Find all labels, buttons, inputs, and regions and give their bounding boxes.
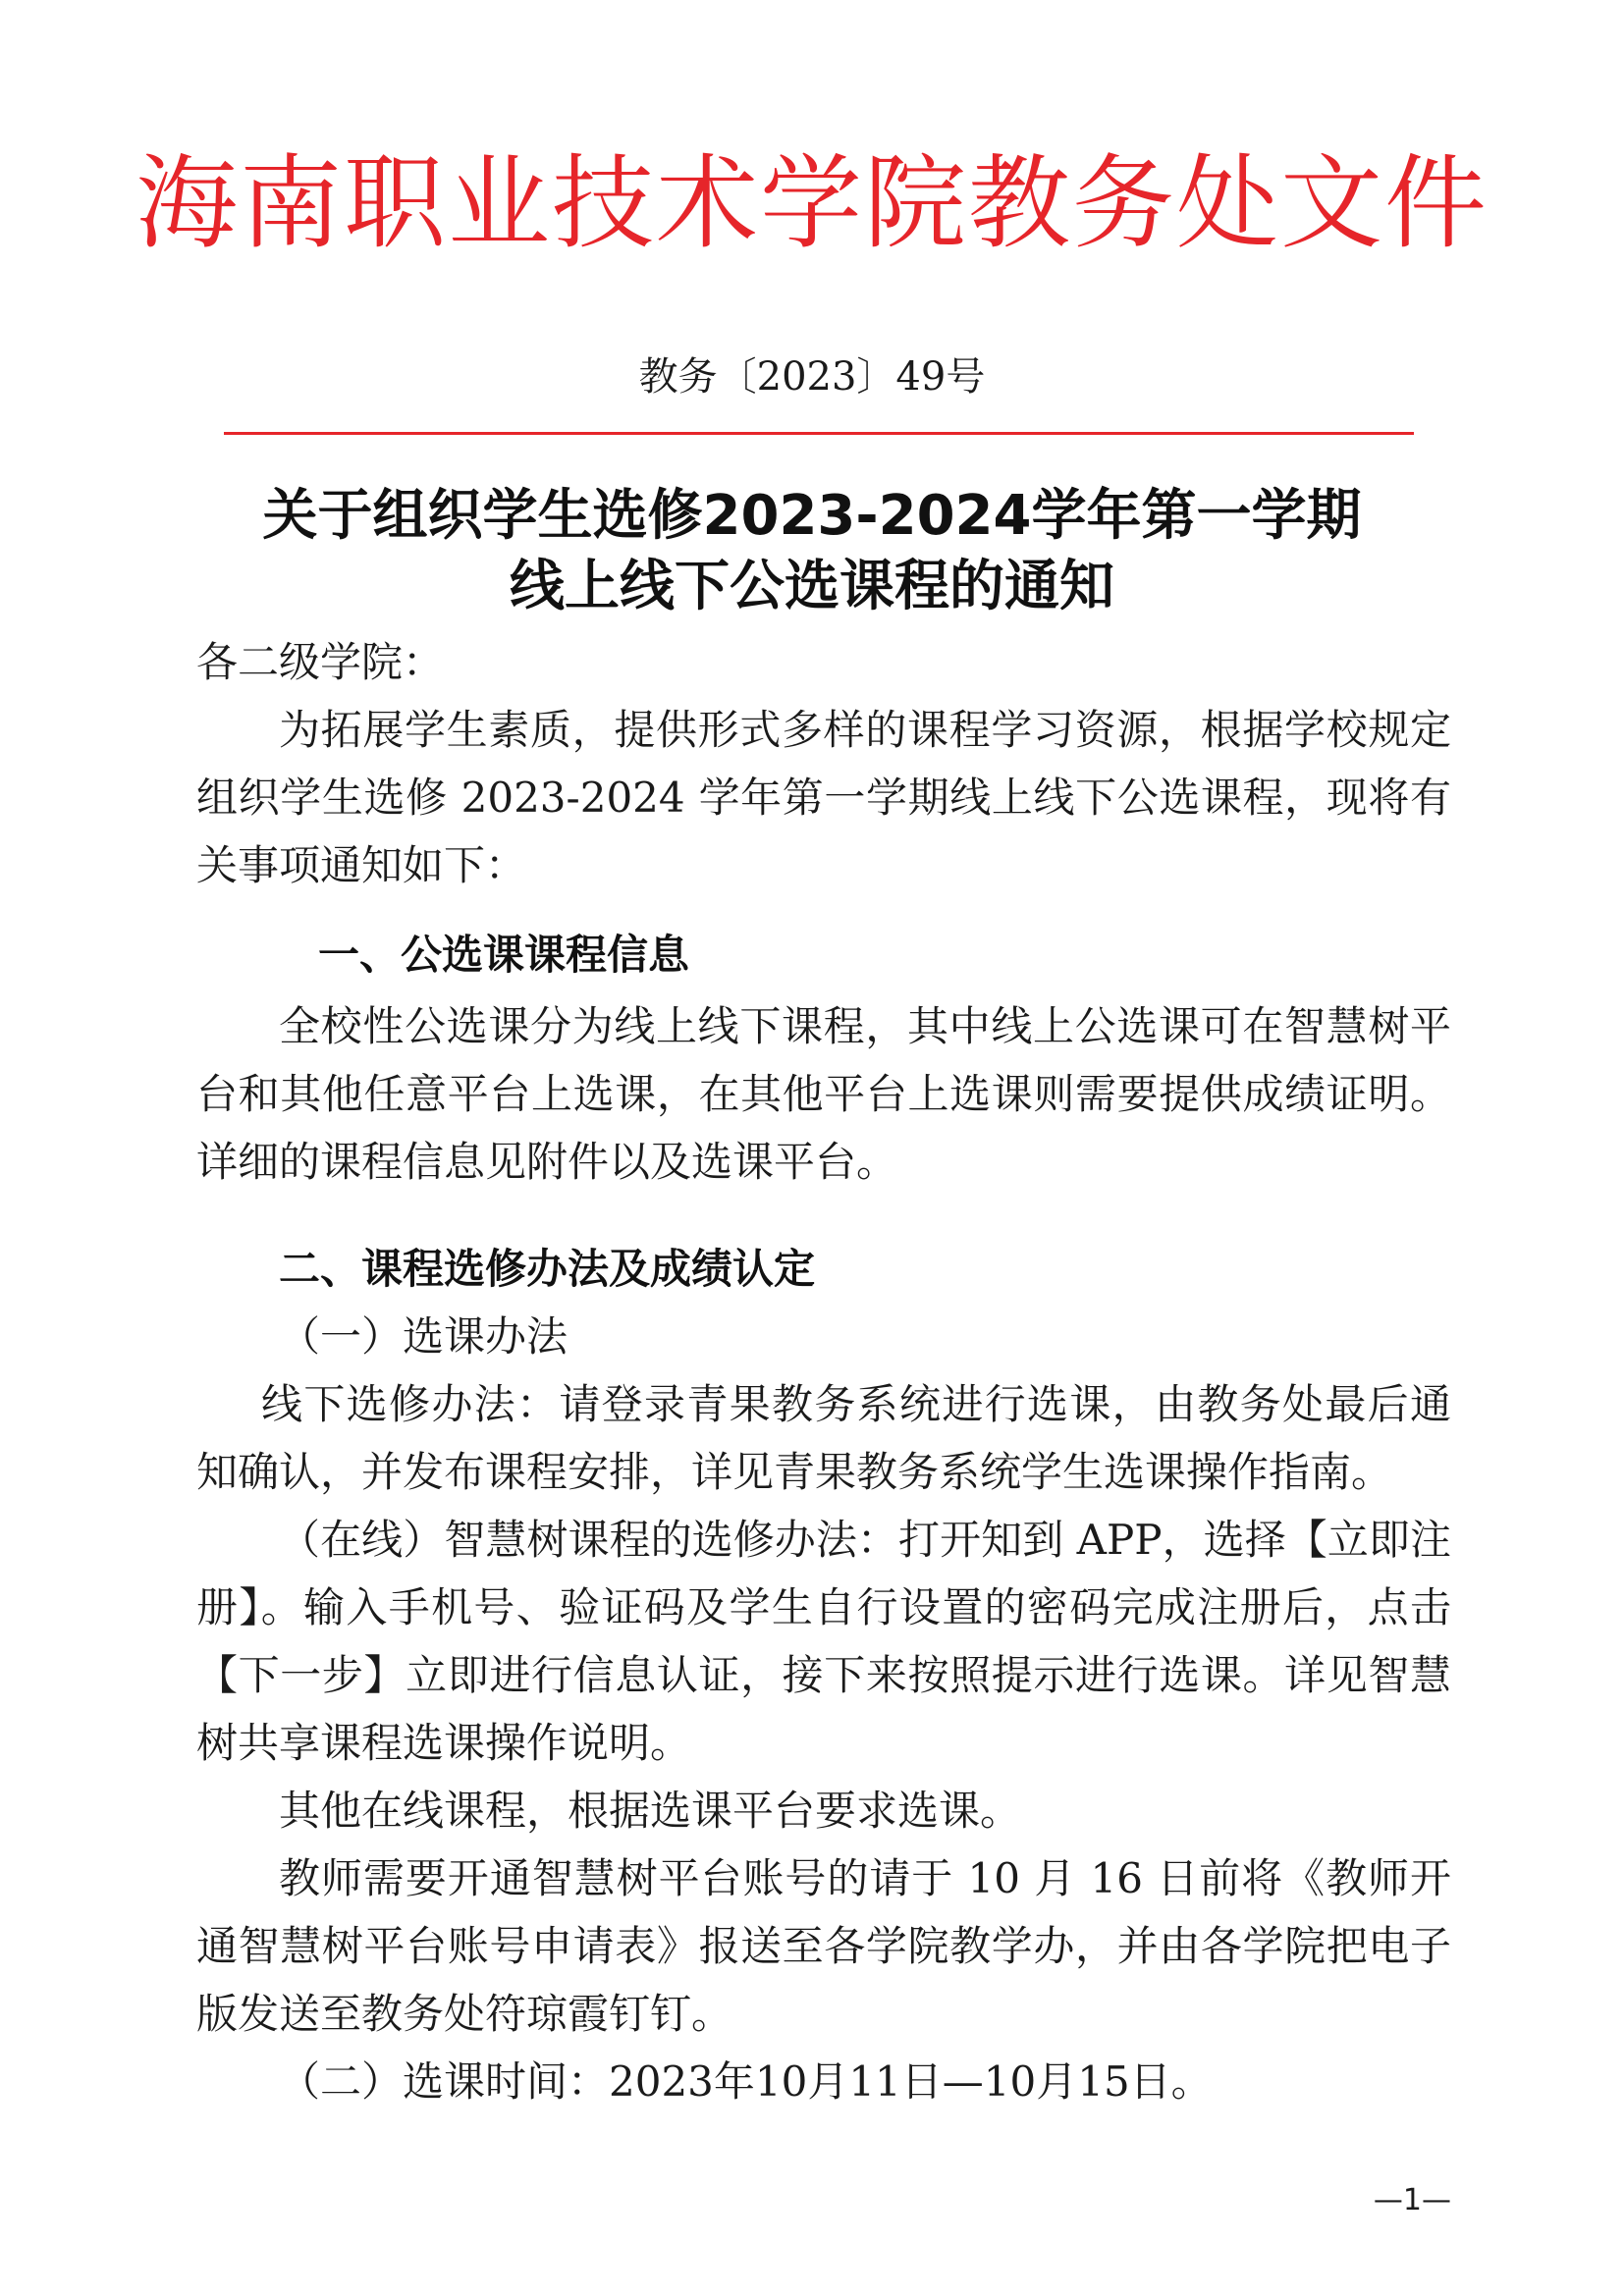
section-2-heading: 二、课程选修办法及成绩认定 xyxy=(279,1245,816,1293)
section-1-paragraph: 全校性公选课分为线上线下课程，其中线上公选课可在智慧树平台和其他任意平台上选课，在其他平台上选课则需要提供成绩证明。详细的课程信息见附件以及选课平台。 xyxy=(196,1002,1451,1186)
other-online-paragraph: 其他在线课程，根据选课平台要求选课。 xyxy=(279,1787,1022,1835)
notice-title xyxy=(0,481,1624,622)
subsection-1-heading: （一）选课办法 xyxy=(279,1312,568,1361)
masthead-title: 海南职业技术学院教务处文件 xyxy=(135,143,1489,263)
offline-method-paragraph: 线下选修办法：请登录青果教务系统进行选课，由教务处最后通知确认，并发布课程安排，详见青果教务系统学生选课操作指南。 xyxy=(196,1380,1451,1496)
notice-body xyxy=(196,628,1451,2115)
notice-title-line-2: 线上线下公选课程的通知 xyxy=(510,555,1114,618)
red-divider-line xyxy=(224,432,1414,435)
section-1-heading: 一、公选课课程信息 xyxy=(318,931,690,979)
notice-title-line-1: 关于组织学生选修2023-2024学年第一学期 xyxy=(262,484,1362,548)
teacher-account-paragraph: 教师需要开通智慧树平台账号的请于 10 月 16 日前将《教师开通智慧树平台账号申请表》报送至各学院教学办，并由各学院把电子版发送至教务处符琼霞钉钉。 xyxy=(196,1854,1451,2038)
online-method-paragraph: （在线）智慧树课程的选修办法：打开知到 APP，选择【立即注册】。输入手机号、验证码及学生自行设置的密码完成注册后，点击【下一步】立即进行信息认证，接下来按照提示进行选课。详见智慧树共享课程选课操作说明。 xyxy=(196,1516,1451,1767)
document-number: 教务〔2023〕49号 xyxy=(638,354,986,400)
intro-paragraph: 为拓展学生素质，提供形式多样的课程学习资源，根据学校规定组织学生选修 2023-2024 学年第一学期线上线下公选课程，现将有关事项通知如下： xyxy=(196,706,1451,889)
subsection-2-time: （二）选课时间：2023年10月11日—10月15日。 xyxy=(279,2057,1213,2106)
page-number: —1— xyxy=(1373,2183,1451,2217)
salutation: 各二级学院： xyxy=(196,638,445,686)
